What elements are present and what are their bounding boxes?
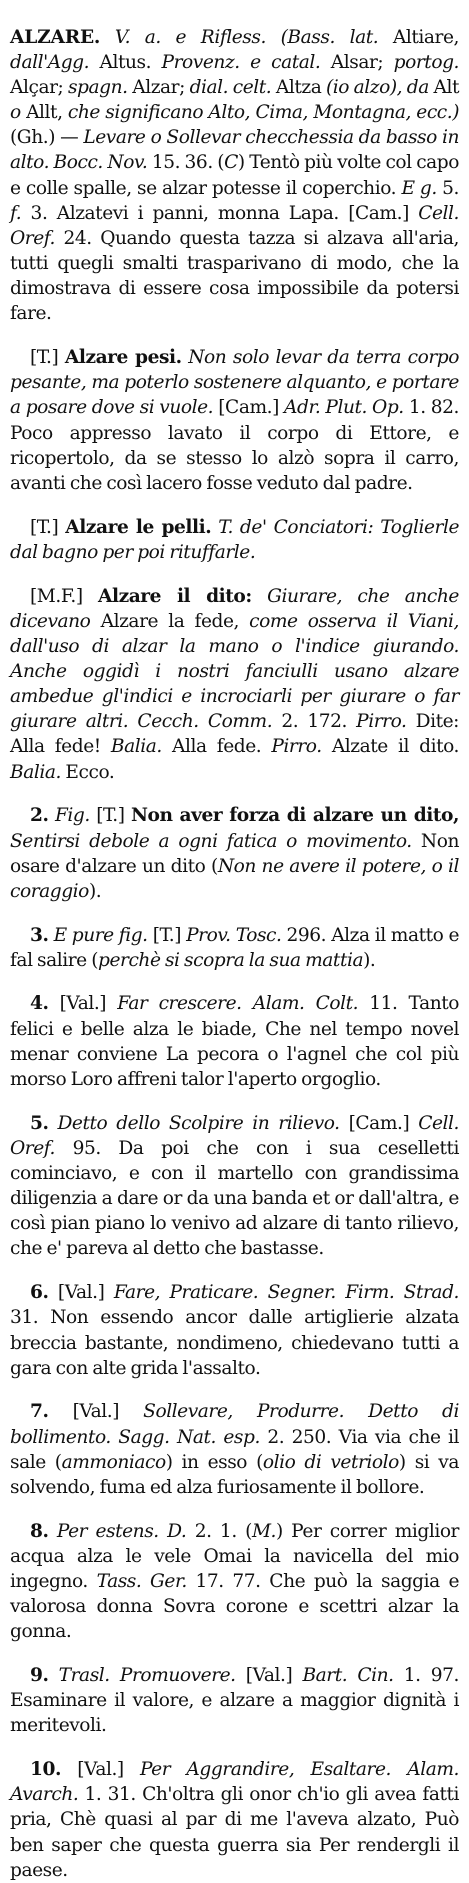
subentry-term: Alzare pesi. bbox=[64, 347, 182, 369]
sense-number: 8. bbox=[30, 1520, 49, 1542]
sense-number: 4. bbox=[30, 993, 49, 1015]
sense-number: 2. bbox=[30, 805, 49, 827]
sense-4: 4. [Val.] Far crescere. Alam. Colt. 11. Tanto felici e belle alza le biade, Che nel tempo novel menar conviene La pecora o l'agnel che col più morso Loro affreni talor l'aperto orgoglio. bbox=[10, 993, 459, 1090]
sense-number: 5. bbox=[30, 1112, 49, 1134]
sense-7: 7. [Val.] Sollevare, Produrre. Detto di bollimento. Sagg. Nat. esp. 2. 250. Via via che il sale (ammoniaco) in esso (olio di vetriolo) si va solvendo, fuma ed alza furiosamente il bollore. bbox=[10, 1401, 459, 1498]
sense-9: 9. Trasl. Promuovere. [Val.] Bart. Cin. 1. 97. Esaminare il valore, e alzare a maggior dignità i meritevoli. bbox=[10, 1665, 459, 1737]
sense-number: 7. bbox=[30, 1401, 49, 1423]
sense-number: 10. bbox=[30, 1759, 61, 1781]
sense-10: 10. [Val.] Per Aggrandire, Esaltare. Alam. Avarch. 1. 31. Ch'oltra gli onor ch'io gli avea fatti pria, Chè quasi al par di me l'aveva alzato, Può ben saper che questa guerra sia Per rendergli il paese. bbox=[10, 1759, 459, 1881]
sense-number: 6. bbox=[30, 1282, 49, 1304]
subentry-alzare-le-pelli: [T.] Alzare le pelli. T. de' Conciatori: Toglierle dal bagno per poi rituffarle. bbox=[10, 516, 460, 563]
subentry-alzare-il-dito: [M.F.] Alzare il dito: Giurare, che anche dicevano Alzare la fede, come osserva il Viani, dall'uso di alzar la mano o l'indice giurando. Anche oggidì i nostri fanciulli usano alzare ambedue gl'indici e incrociarli per giurare o far giurare altri. Cecch. Comm. 2. 172. Pirro. Dite: Alla fede! Balia. Alla fede. Pirro. Alzate il dito. Balia. Ecco. bbox=[10, 585, 460, 783]
dictionary-entry-alzare bbox=[10, 25, 459, 1883]
sense-2: 2. Fig. [T.] Non aver forza di alzare un dito, Sentirsi debole a ogni fatica o movimento. Non osare d'alzare un dito (Non ne avere il potere, o il coraggio). bbox=[10, 805, 459, 902]
sense-number: 3. bbox=[30, 924, 49, 946]
sense-5: 5. Detto dello Scolpire in rilievo. [Cam.] Cell. Oref. 95. Da poi che con i sua ceselletti cominciavo, e con il martello con grandissima diligenzia a dare or da una banda et or dall'altra, e così pian piano lo venivo ad alzare di tanto rilievo, che e' pareva al detto che bastasse. bbox=[10, 1112, 460, 1260]
sense-3: 3. E pure fig. [T.] Prov. Tosc. 296. Alza il matto e fal salire (perchè si scopra la sua mattia). bbox=[10, 924, 459, 971]
subentry-alzare-pesi: [T.] Alzare pesi. Non solo levar da terra corpo pesante, ma poterlo sostenere alquanto, e portare a posare dove si vuole. [Cam.] Adr. Plut. Op. 1. 82. Poco appresso lavato il corpo di Ettore, e ricopertolo, da se stesso lo alzò sopra il carro, avanti che così lacero fosse veduto dal padre. bbox=[10, 347, 460, 494]
subentry-term: Alzare le pelli. bbox=[65, 516, 212, 538]
headword: ALZARE. bbox=[10, 26, 101, 48]
entry-etymology-paragraph: ALZARE. V. a. e Rifless. (Bass. lat. Altiare, dall'Agg. Altus. Provenz. e catal. Alsar; portog. Alçar; spagn. Alzar; dial. celt. Altza (io alzo), da Alt o Allt, che significano Alto, Cima, Montagna, ecc.) (Gh.) — Levare o Sollevar checchessia da basso in alto. Bocc. Nov. 15. 36. (C) Tentò più volte col capo e colle spalle, se alzar potesse il coperchio. E g. 5. f. 3. Alzatevi i panni, monna Lapa. [Cam.] Cell. Oref. 24. Quando questa tazza si alzava all'aria, tutti quegli smalti trasparivano di modo, che la dimostrava di essere cosa impossibile da potersi fare. bbox=[10, 26, 460, 325]
subentry-term: Non aver forza di alzare un dito, bbox=[130, 805, 459, 827]
sense-6: 6. [Val.] Fare, Praticare. Segner. Firm. Strad. 31. Non essendo ancor dalle artiglierie alzata breccia bastante, nondimeno, chiedevano tutti a gara con alte grida l'assalto. bbox=[10, 1282, 459, 1379]
sense-8: 8. Per estens. D. 2. 1. (M.) Per correr miglior acqua alza le vele Omai la navicella del mio ingegno. Tass. Ger. 17. 77. Che può la saggia e valorosa donna Sovra corone e scettri alzar la gonna. bbox=[10, 1520, 459, 1643]
sense-number: 9. bbox=[30, 1665, 49, 1687]
subentry-term: Alzare il dito: bbox=[98, 585, 252, 607]
